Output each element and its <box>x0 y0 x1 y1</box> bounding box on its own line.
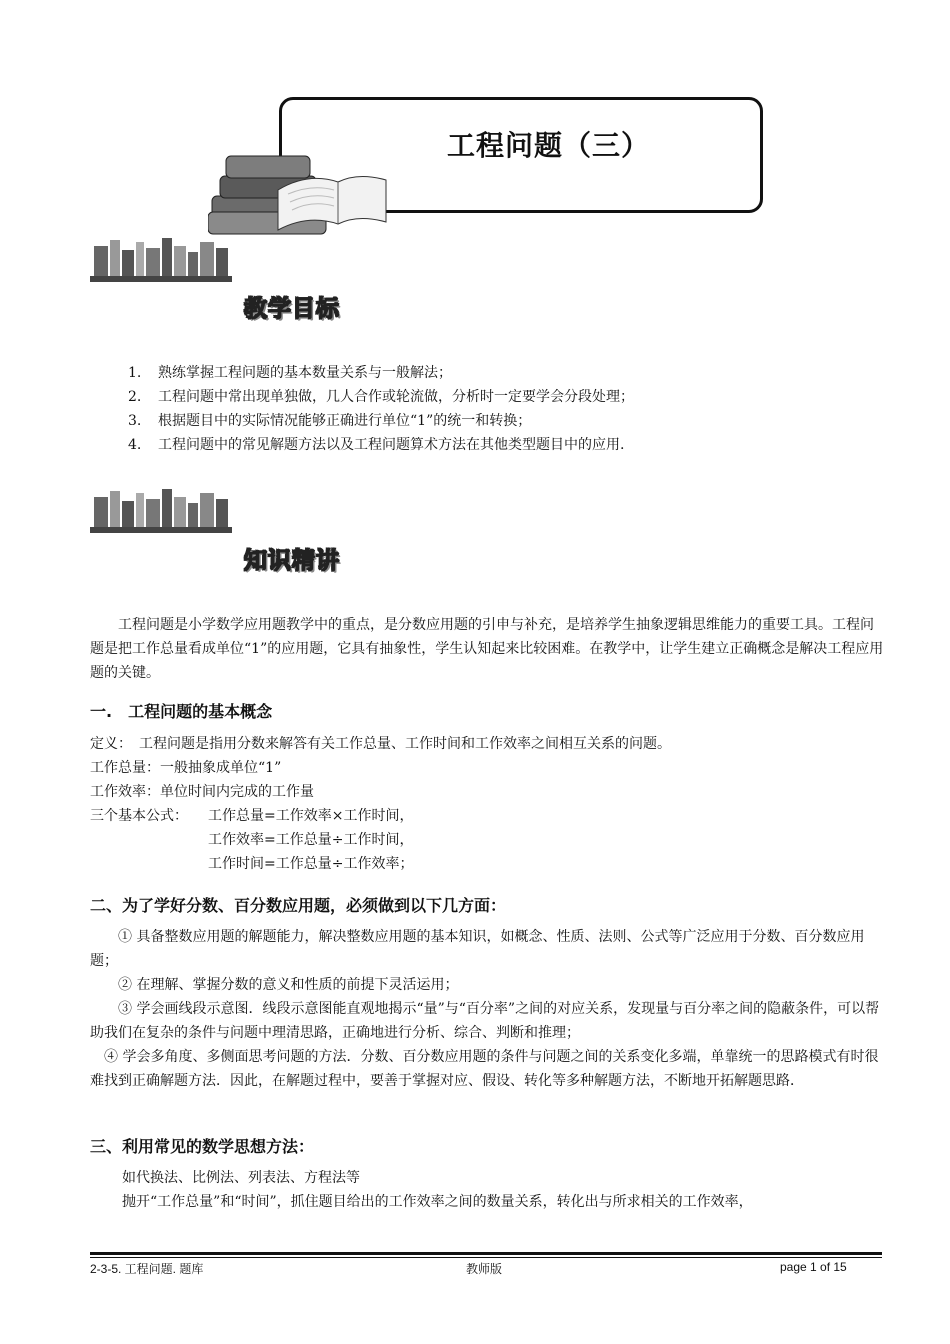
part2-item-4: ④ 学会多角度、多侧面思考问题的方法．分数、百分数应用题的条件与问题之间的关系变化多端，单靠统一的思路模式有时很难找到正确解题方法．因此，在解题过程中，要善于掌握对应、假设、转化等多种解题方法，不断地开拓解题思路． <box>90 1049 879 1089</box>
page-title: 工程问题（三） <box>447 129 651 162</box>
list-item: 3. 根据题目中的实际情况能够正确进行单位“1”的统一和转换； <box>128 413 532 429</box>
bookshelf-icon <box>90 487 232 535</box>
footer-page-number: page 1 of 15 <box>780 1260 847 1274</box>
formula-1: 工作总量=工作效率×工作时间， <box>208 808 414 824</box>
part2-item-3: ③ 学会画线段示意图．线段示意图能直观地揭示“量”与“百分率”之间的对应关系，发现量与百分率之间的隐蔽条件，可以帮助我们在复杂的条件与问题中理清思路，正确地进行分析、综合、判断和推理； <box>90 1001 880 1041</box>
books-illustration <box>208 150 388 240</box>
footer-edition: 教师版 <box>466 1262 503 1276</box>
part3-line-2: 抛开“工作总量”和“时间”，抓住题目给出的工作效率之间的数量关系，转化出与所求相关的工作效率， <box>122 1194 753 1210</box>
formula-3: 工作时间=工作总量÷工作效率； <box>208 856 414 872</box>
part2-item-1: ① 具备整数应用题的解题能力，解决整数应用题的基本知识，如概念、性质、法则、公式等广泛应用于分数、百分数应用题； <box>90 929 865 969</box>
efficiency-text: 工作效率：单位时间内完成的工作量 <box>90 784 314 800</box>
part2-item-2: ② 在理解、掌握分数的意义和性质的前提下灵活运用； <box>118 977 459 993</box>
definition-text: 定义： 工程问题是指用分数来解答有关工作总量、工作时间和工作效率之间相互关系的问题。 <box>90 736 671 752</box>
list-item: 1. 熟练掌握工程问题的基本数量关系与一般解法； <box>128 365 452 381</box>
intro-paragraph: 工程问题是小学数学应用题教学中的重点，是分数应用题的引申与补充，是培养学生抽象逻辑思维能力的重要工具。工程问题是把工作总量看成单位“1”的应用题，它具有抽象性，学生认知起来比较困难。在教学中，让学生建立正确概念是解决工程应用题的关键。 <box>90 617 884 681</box>
formula-2: 工作效率=工作总量÷工作时间， <box>208 832 414 848</box>
footer-doc-name: 2-3-5. 工程问题. 题库 <box>90 1262 204 1276</box>
part2-heading: 二、为了学好分数、百分数应用题，必须做到以下几方面： <box>90 896 507 915</box>
footer-rule-thin <box>90 1257 882 1258</box>
list-item: 2. 工程问题中常出现单独做，几人合作或轮流做，分析时一定要学会分段处理； <box>128 389 634 405</box>
footer-rule <box>90 1252 882 1255</box>
bookshelf-icon <box>90 236 232 284</box>
objectives-list <box>128 361 888 457</box>
part3-heading: 三、利用常见的数学思想方法： <box>90 1137 315 1156</box>
knowledge-heading: 知识精讲 <box>244 548 340 574</box>
list-item: 4. 工程问题中的常见解题方法以及工程问题算术方法在其他类型题目中的应用. <box>128 437 625 453</box>
part3-line-1: 如代换法、比例法、列表法、方程法等 <box>122 1170 360 1186</box>
part1-heading: 一. 工程问题的基本概念 <box>90 702 273 721</box>
total-text: 工作总量：一般抽象成单位“1” <box>90 760 282 776</box>
formulas-label: 三个基本公式： <box>90 808 188 824</box>
objectives-heading: 教学目标 <box>244 296 340 322</box>
